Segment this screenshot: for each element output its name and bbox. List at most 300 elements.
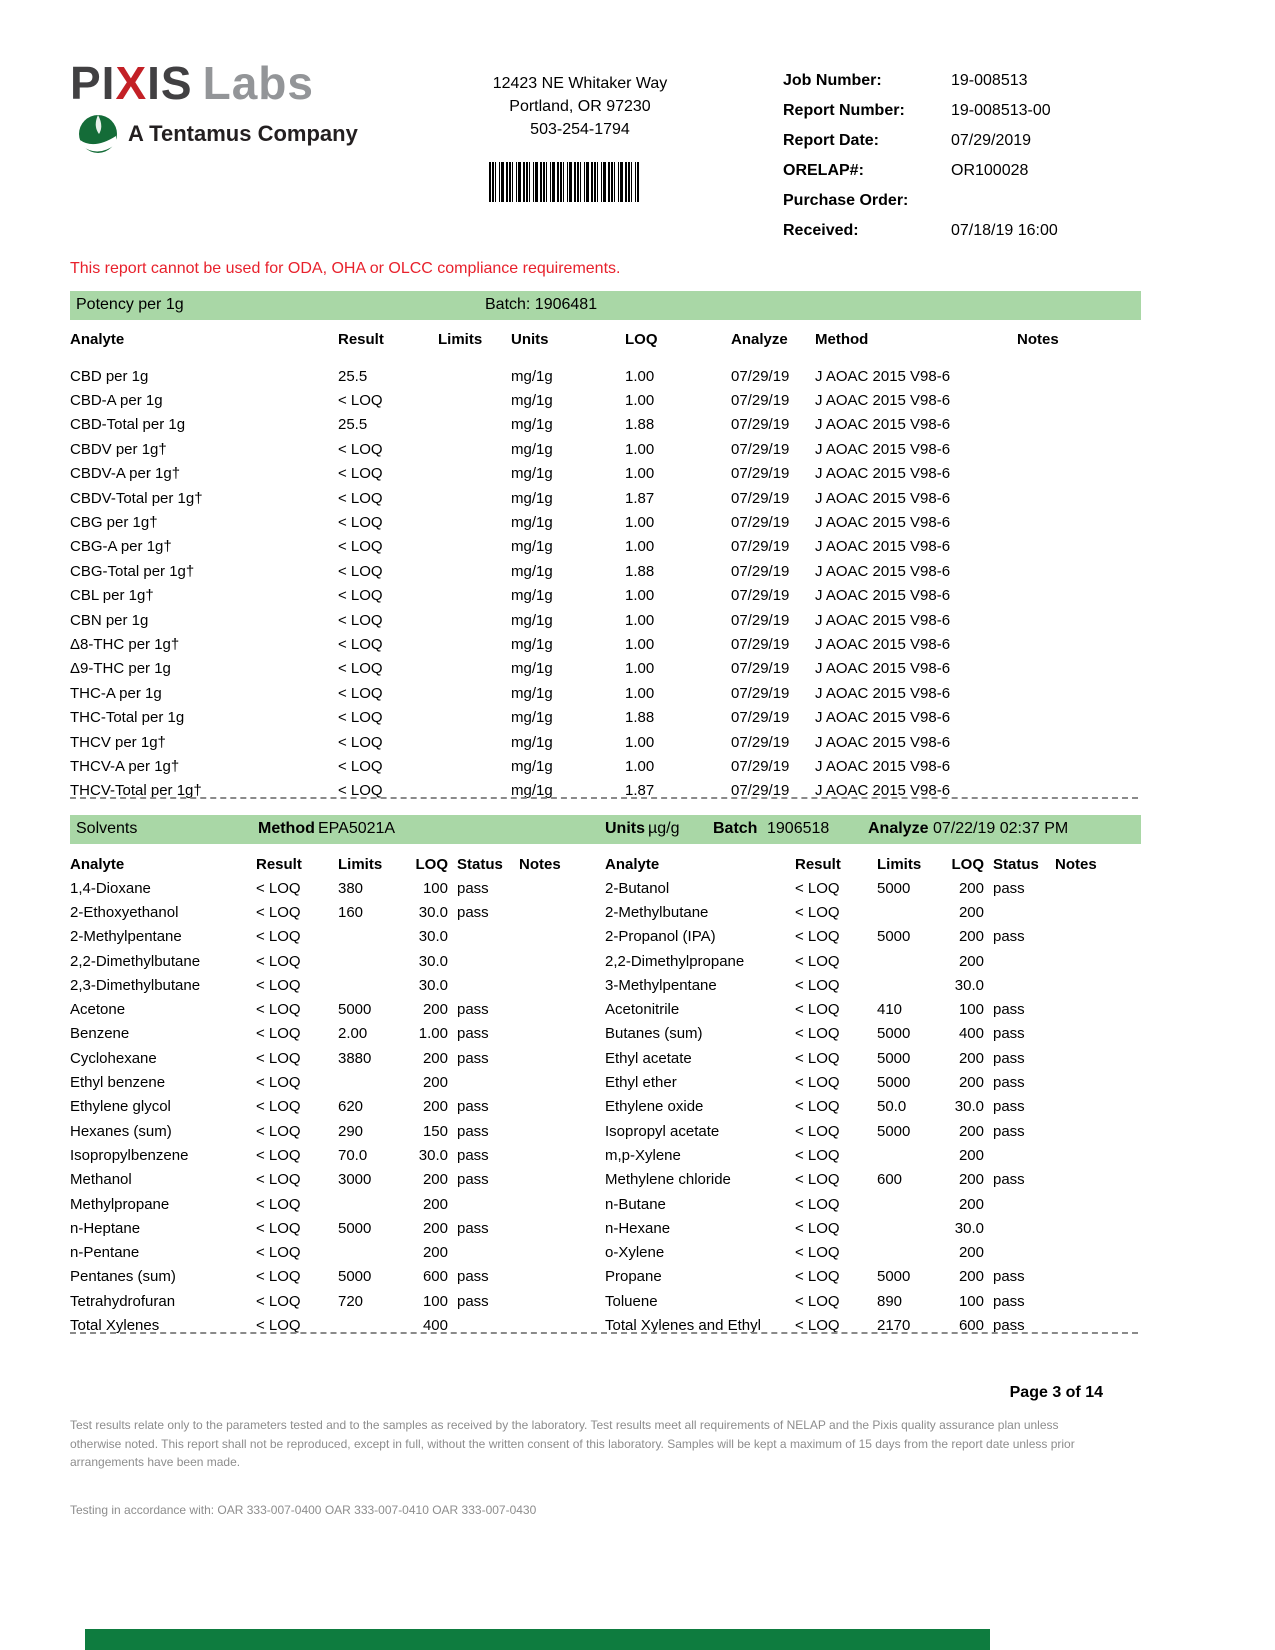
address-line: 12423 NE Whitaker Way (492, 75, 668, 92)
potency-table (70, 326, 1141, 803)
potency-section (70, 291, 1141, 803)
analyte-cell: Acetone (70, 1001, 126, 1019)
analyte-cell: Δ8-THC per 1g† (70, 635, 180, 653)
status-cell: pass (993, 928, 1025, 946)
loq-cell: 1.00 (625, 392, 655, 410)
analyze-cell: 07/29/19 (731, 684, 790, 702)
col-notes: Notes (1055, 855, 1097, 873)
analyze-cell: 07/29/19 (731, 757, 790, 775)
solvent-row (605, 900, 1141, 924)
limits-cell (438, 413, 511, 437)
result-cell: < LOQ (338, 660, 383, 678)
status-cell: pass (457, 1025, 489, 1043)
result-cell: < LOQ (795, 1316, 840, 1334)
analyze-cell: 07/29/19 (731, 367, 790, 385)
result-cell: < LOQ (338, 684, 383, 702)
analyte-cell: CBD per 1g (70, 367, 149, 385)
solvent-row (70, 1095, 590, 1119)
analyte-cell: n-Pentane (70, 1244, 140, 1262)
loq-cell: 200 (958, 1074, 984, 1092)
result-cell: < LOQ (256, 952, 301, 970)
col-loq: LOQ (415, 855, 448, 873)
solvent-row (70, 1216, 590, 1240)
status-cell: pass (457, 1122, 489, 1140)
result-cell: < LOQ (256, 1122, 301, 1140)
result-cell: < LOQ (338, 782, 383, 800)
logo-wordmark (70, 57, 358, 109)
analyte-cell: THCV per 1g† (70, 733, 166, 751)
status-cell: pass (457, 903, 489, 921)
limits-cell (338, 973, 394, 997)
solvents-left-column (70, 852, 590, 1338)
solvent-row (605, 1216, 1141, 1240)
limits-cell (438, 510, 511, 534)
analyte-cell: CBG-A per 1g† (70, 538, 172, 556)
analyte-cell: n-Butane (605, 1195, 666, 1213)
analyte-cell: Toluene (605, 1292, 658, 1310)
notes-cell (1046, 1143, 1141, 1167)
loq-cell: 30.0 (954, 1098, 984, 1116)
limits-cell: 70.0 (338, 1146, 368, 1164)
result-cell: < LOQ (256, 1292, 301, 1310)
result-cell: < LOQ (338, 635, 383, 653)
result-cell: < LOQ (795, 1025, 840, 1043)
result-cell: < LOQ (338, 587, 383, 605)
status-cell: pass (457, 1146, 489, 1164)
potency-row (70, 730, 1141, 754)
limits-cell (438, 364, 511, 388)
notes-cell (1046, 1168, 1141, 1192)
loq-cell: 30.0 (418, 903, 448, 921)
disclaimer-text: Test results relate only to the parameters tested and to the samples as received by the laboratory. Test results meet all requirements of NELAP and the Pixis quality assurance plan unless otherwise noted. This report shall not be reproduced, except in full, without the written consent of this laboratory. Samples will be kept a maximum of 15 days from the report date unless prior arrangements have been made. (70, 1418, 1075, 1470)
method-cell: J AOAC 2015 V98-6 (815, 392, 951, 410)
result-cell: < LOQ (795, 879, 840, 897)
notes-cell (510, 1046, 590, 1070)
solvent-row (605, 925, 1141, 949)
limits-cell: 160 (338, 903, 364, 921)
notes-cell (1046, 1289, 1141, 1313)
limits-cell (438, 608, 511, 632)
result-cell: < LOQ (256, 928, 301, 946)
limits-cell: 5000 (877, 1049, 911, 1067)
limits-cell: 5000 (877, 879, 911, 897)
analyte-cell: n-Heptane (70, 1219, 141, 1237)
analyte-cell: CBG-Total per 1g† (70, 562, 195, 580)
solvents-section-header (70, 815, 1141, 844)
limits-cell (438, 486, 511, 510)
result-cell: < LOQ (256, 1049, 301, 1067)
analyte-cell: Benzene (70, 1025, 130, 1043)
solvent-row (70, 1070, 590, 1094)
potency-row (70, 779, 1141, 803)
loq-cell: 200 (958, 1122, 984, 1140)
status-cell (448, 1070, 510, 1094)
notes-cell (510, 1143, 590, 1167)
loq-cell: 1.00 (625, 367, 655, 385)
analyte-cell: THCV-A per 1g† (70, 757, 180, 775)
limits-cell: 5000 (338, 1001, 372, 1019)
status-cell: pass (993, 1025, 1025, 1043)
loq-cell: 200 (422, 1049, 448, 1067)
notes-cell (1046, 949, 1141, 973)
analyte-cell: o-Xylene (605, 1244, 665, 1262)
loq-cell: 30.0 (954, 1219, 984, 1237)
analyte-cell: Total Xylenes and Ethyl (605, 1316, 761, 1334)
col-units: Units (511, 330, 549, 348)
analyte-cell: CBDV per 1g† (70, 440, 167, 458)
col-notes: Notes (519, 855, 561, 873)
analyte-cell: CBDV-A per 1g† (70, 465, 181, 483)
logo-labs-text: Labs (202, 57, 314, 109)
loq-cell: 100 (422, 1292, 448, 1310)
tentamus-leaf-icon (78, 114, 118, 154)
loq-cell: 200 (422, 1171, 448, 1189)
analyze-cell: 07/29/19 (731, 538, 790, 556)
limits-cell (877, 1216, 932, 1240)
notes-cell (1017, 584, 1141, 608)
limits-cell (438, 730, 511, 754)
method-cell: J AOAC 2015 V98-6 (815, 660, 951, 678)
units-cell: mg/1g (511, 392, 553, 410)
status-cell: pass (457, 1001, 489, 1019)
loq-cell: 600 (958, 1316, 984, 1334)
result-cell: < LOQ (795, 1122, 840, 1140)
batch-label: Batch (713, 820, 758, 837)
pixis-labs-logo (70, 57, 358, 154)
solvents-table-left (70, 852, 590, 1338)
status-cell (984, 1216, 1046, 1240)
status-cell: pass (993, 1292, 1025, 1310)
solvent-row (70, 1143, 590, 1167)
col-status: Status (993, 855, 1039, 873)
report-info-value: OR100028 (951, 162, 1029, 179)
loq-cell: 200 (958, 1049, 984, 1067)
solvent-row (70, 1168, 590, 1192)
loq-cell: 1.00 (625, 757, 655, 775)
potency-row (70, 754, 1141, 778)
loq-cell: 1.87 (625, 489, 655, 507)
loq-cell: 200 (422, 1098, 448, 1116)
loq-cell: 200 (422, 1074, 448, 1092)
status-cell (984, 900, 1046, 924)
analyte-cell: CBD-A per 1g (70, 392, 163, 410)
loq-cell: 200 (958, 903, 984, 921)
report-info-label: Job Number: (783, 72, 882, 89)
units-cell: mg/1g (511, 635, 553, 653)
status-cell: pass (993, 1122, 1025, 1140)
logo-text: PI (70, 57, 116, 109)
loq-cell: 400 (958, 1025, 984, 1043)
loq-cell: 1.00 (625, 684, 655, 702)
logo-text: IS (147, 57, 193, 109)
limits-cell: 2170 (877, 1316, 911, 1334)
notes-cell (1017, 681, 1141, 705)
status-cell (984, 1143, 1046, 1167)
solvent-row (605, 876, 1141, 900)
notes-cell (1017, 608, 1141, 632)
notes-cell (1017, 462, 1141, 486)
loq-cell: 1.88 (625, 709, 655, 727)
potency-row (70, 584, 1141, 608)
result-cell: < LOQ (256, 976, 301, 994)
result-cell: < LOQ (338, 440, 383, 458)
loq-cell: 400 (422, 1316, 448, 1334)
limits-cell: 5000 (338, 1268, 372, 1286)
units-cell: mg/1g (511, 709, 553, 727)
loq-cell: 30.0 (418, 976, 448, 994)
limits-cell: 2.00 (338, 1025, 368, 1043)
analyte-cell: CBN per 1g (70, 611, 149, 629)
units-cell: mg/1g (511, 367, 553, 385)
limits-cell (877, 973, 932, 997)
units-value: µg/g (648, 820, 680, 837)
analyze-cell: 07/29/19 (731, 416, 790, 434)
result-cell: < LOQ (256, 1268, 301, 1286)
page-number: Page 3 of 14 (1009, 1384, 1103, 1401)
notes-cell (1046, 1070, 1141, 1094)
limits-cell (877, 949, 932, 973)
units-label: Units (605, 820, 645, 837)
solvent-row (605, 1119, 1141, 1143)
limits-cell (338, 949, 394, 973)
solvents-table-right (605, 852, 1141, 1338)
result-cell: < LOQ (338, 757, 383, 775)
analyte-cell: Ethylene oxide (605, 1098, 704, 1116)
limits-cell: 600 (877, 1171, 903, 1189)
status-cell: pass (457, 1049, 489, 1067)
analyze-cell: 07/29/19 (731, 392, 790, 410)
method-cell: J AOAC 2015 V98-6 (815, 733, 951, 751)
status-cell (448, 949, 510, 973)
analyte-cell: CBDV-Total per 1g† (70, 489, 203, 507)
result-cell: < LOQ (338, 392, 383, 410)
report-info-value: 07/29/2019 (951, 132, 1032, 149)
limits-cell: 890 (877, 1292, 903, 1310)
potency-row (70, 510, 1141, 534)
loq-cell: 1.88 (625, 562, 655, 580)
report-info-row (783, 66, 1133, 96)
solvent-row (70, 900, 590, 924)
loq-cell: 1.00 (625, 660, 655, 678)
result-cell: < LOQ (795, 1268, 840, 1286)
result-cell: < LOQ (338, 709, 383, 727)
analyze-cell: 07/29/19 (731, 440, 790, 458)
status-cell: pass (993, 1098, 1025, 1116)
limits-cell: 720 (338, 1292, 364, 1310)
analyte-cell: CBG per 1g† (70, 514, 158, 532)
analyte-cell: Methylene chloride (605, 1171, 731, 1189)
status-cell: pass (993, 1268, 1025, 1286)
notes-cell (1017, 388, 1141, 412)
analyte-cell: n-Hexane (605, 1219, 671, 1237)
batch-value: 1906518 (767, 820, 830, 837)
potency-row (70, 705, 1141, 729)
limits-cell: 620 (338, 1098, 364, 1116)
result-cell: < LOQ (338, 733, 383, 751)
report-info (783, 66, 1133, 246)
method-cell: J AOAC 2015 V98-6 (815, 684, 951, 702)
analyte-cell: Cyclohexane (70, 1049, 157, 1067)
limits-cell: 5000 (877, 1122, 911, 1140)
potency-row (70, 388, 1141, 412)
notes-cell (510, 1240, 590, 1264)
loq-cell: 150 (422, 1122, 448, 1140)
solvent-row (70, 997, 590, 1021)
limits-cell (877, 900, 932, 924)
notes-cell (1046, 1119, 1141, 1143)
units-cell: mg/1g (511, 416, 553, 434)
col-notes: Notes (1017, 330, 1059, 348)
units-cell: mg/1g (511, 660, 553, 678)
analyze-cell: 07/29/19 (731, 562, 790, 580)
limits-cell: 290 (338, 1122, 364, 1140)
method-cell: J AOAC 2015 V98-6 (815, 562, 951, 580)
result-cell: < LOQ (795, 976, 840, 994)
result-cell: < LOQ (795, 1001, 840, 1019)
limits-cell (438, 681, 511, 705)
solvent-row (605, 1240, 1141, 1264)
limits-cell (338, 925, 394, 949)
result-cell: 25.5 (338, 367, 368, 385)
lab-address (430, 72, 730, 141)
result-cell: < LOQ (795, 903, 840, 921)
loq-cell: 200 (422, 1219, 448, 1237)
loq-cell: 1.00 (418, 1025, 448, 1043)
loq-cell: 200 (422, 1195, 448, 1213)
method-cell: J AOAC 2015 V98-6 (815, 635, 951, 653)
method-cell: J AOAC 2015 V98-6 (815, 489, 951, 507)
solvent-row (605, 1095, 1141, 1119)
status-cell: pass (993, 1074, 1025, 1092)
section-divider (70, 1332, 1138, 1334)
loq-cell: 1.00 (625, 635, 655, 653)
limits-cell (338, 1070, 394, 1094)
notes-cell (1017, 559, 1141, 583)
analyte-cell: 2-Methylpentane (70, 928, 182, 946)
loq-cell: 30.0 (954, 976, 984, 994)
solvents-header-row (605, 852, 1141, 876)
solvent-row (605, 1046, 1141, 1070)
limits-cell (877, 1240, 932, 1264)
address-line: Portland, OR 97230 (509, 98, 651, 115)
result-cell: < LOQ (338, 611, 383, 629)
units-cell: mg/1g (511, 757, 553, 775)
analyte-cell: Methanol (70, 1171, 132, 1189)
analyze-cell: 07/29/19 (731, 635, 790, 653)
limits-cell: 5000 (877, 1268, 911, 1286)
analyte-cell: Isopropylbenzene (70, 1146, 189, 1164)
solvent-row (605, 1070, 1141, 1094)
method-cell: J AOAC 2015 V98-6 (815, 587, 951, 605)
solvent-row (70, 1022, 590, 1046)
limits-cell: 3880 (338, 1049, 372, 1067)
loq-cell: 200 (958, 952, 984, 970)
solvent-row (605, 1192, 1141, 1216)
logo-x: X (115, 57, 148, 109)
result-cell: < LOQ (338, 538, 383, 556)
limits-cell (438, 632, 511, 656)
limits-cell: 5000 (877, 1074, 911, 1092)
col-loq: LOQ (951, 855, 984, 873)
solvent-row (605, 1168, 1141, 1192)
status-cell: pass (457, 1171, 489, 1189)
result-cell: 25.5 (338, 416, 368, 434)
result-cell: < LOQ (338, 514, 383, 532)
analyte-cell: Acetonitrile (605, 1001, 680, 1019)
status-cell (448, 1240, 510, 1264)
loq-cell: 200 (422, 1244, 448, 1262)
result-cell: < LOQ (256, 1098, 301, 1116)
potency-row (70, 437, 1141, 461)
solvent-row (70, 1289, 590, 1313)
report-info-value: 07/18/19 16:00 (951, 222, 1058, 239)
solvent-row (70, 1240, 590, 1264)
limits-cell: 5000 (877, 928, 911, 946)
result-cell: < LOQ (256, 903, 301, 921)
units-cell: mg/1g (511, 587, 553, 605)
result-cell: < LOQ (256, 1316, 301, 1334)
limits-cell: 5000 (877, 1025, 911, 1043)
result-cell: < LOQ (338, 489, 383, 507)
report-info-label: Report Date: (783, 132, 880, 149)
analyte-cell: 1,4-Dioxane (70, 879, 151, 897)
col-status: Status (457, 855, 503, 873)
potency-row (70, 632, 1141, 656)
report-info-row (783, 126, 1133, 156)
analyte-cell: CBD-Total per 1g (70, 416, 186, 434)
notes-cell (1017, 486, 1141, 510)
notes-cell (1046, 1216, 1141, 1240)
notes-cell (1046, 997, 1141, 1021)
units-cell: mg/1g (511, 514, 553, 532)
notes-cell (1017, 510, 1141, 534)
result-cell: < LOQ (795, 928, 840, 946)
solvents-section (70, 815, 1141, 1334)
notes-cell (1017, 730, 1141, 754)
notes-cell (510, 1022, 590, 1046)
loq-cell: 100 (422, 879, 448, 897)
result-cell: < LOQ (256, 1171, 301, 1189)
method-label: Method (258, 820, 315, 837)
potency-row (70, 364, 1141, 388)
result-cell: < LOQ (256, 1025, 301, 1043)
analyte-cell: Butanes (sum) (605, 1025, 703, 1043)
notes-cell (510, 1216, 590, 1240)
col-analyte: Analyte (605, 855, 660, 873)
result-cell: < LOQ (795, 1098, 840, 1116)
solvent-row (70, 1265, 590, 1289)
analyte-cell: THCV-Total per 1g† (70, 782, 202, 800)
result-cell: < LOQ (795, 1244, 840, 1262)
analyte-cell: Ethylene glycol (70, 1098, 171, 1116)
notes-cell (1046, 1046, 1141, 1070)
notes-cell (1017, 657, 1141, 681)
result-cell: < LOQ (256, 1219, 301, 1237)
analyte-cell: Propane (605, 1268, 662, 1286)
solvent-row (70, 876, 590, 900)
status-cell: pass (457, 879, 489, 897)
solvents-right-column (605, 852, 1141, 1338)
report-info-row (783, 186, 1133, 216)
col-result: Result (256, 855, 302, 873)
loq-cell: 1.87 (625, 782, 655, 800)
potency-row (70, 681, 1141, 705)
limits-cell (338, 1240, 394, 1264)
loq-cell: 1.00 (625, 587, 655, 605)
solvents-header-row (70, 852, 590, 876)
limits-cell (438, 462, 511, 486)
notes-cell (1017, 754, 1141, 778)
